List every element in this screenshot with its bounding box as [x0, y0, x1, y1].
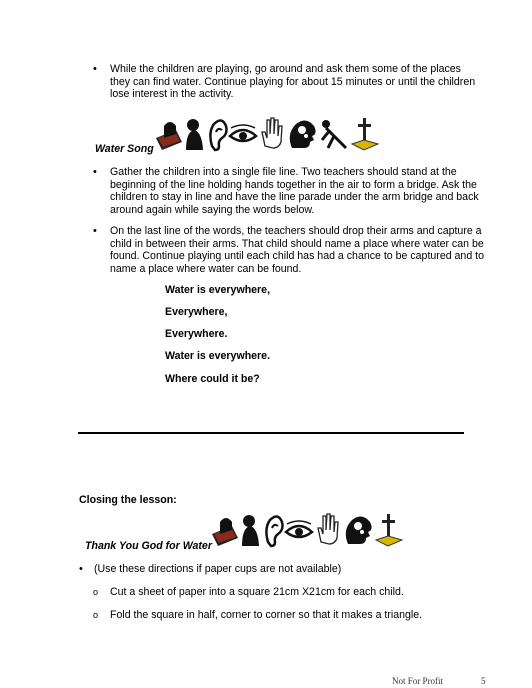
poem-line: Everywhere.: [165, 328, 228, 340]
icon-strip-water-song: [154, 116, 384, 152]
ear-icon: [206, 116, 228, 152]
paragraph-gather: Gather the children into a single file line. Two teachers should stand at the beginning of the line holding hands together in the air to form a bridge. Ask the children to stay in line and have the line parade under the arm bridge and back around again while saying the words below.: [110, 166, 479, 216]
paragraph-fold: Fold the square in half, corner to corner so that it makes a triangle.: [110, 609, 423, 621]
poem-line: Where could it be?: [165, 373, 260, 385]
paragraph-playing: While the children are playing, go around and ask them some of the places they can find water. Continue playing for about 15 minutes or until the children lose interest in the activity.: [110, 63, 476, 101]
paragraph-directions: (Use these directions if paper cups are not available): [94, 563, 342, 575]
bullet-dot: •: [93, 166, 97, 178]
poem-line: Water is everywhere,: [165, 284, 271, 296]
thank-you-heading: Thank You God for Water: [85, 540, 212, 552]
praying-child-icon: [182, 116, 206, 152]
bullet-dot: •: [93, 225, 97, 237]
bullet-dot: •: [79, 563, 83, 575]
icon-strip-closing: [210, 512, 410, 548]
paragraph-cut: Cut a sheet of paper into a square 21cm X21cm for each child.: [110, 586, 404, 598]
closing-heading: Closing the lesson:: [79, 494, 177, 506]
bible-icon: [210, 512, 240, 548]
paragraph-capture: On the last line of the words, the teachers should drop their arms and capture a child in between their arms. That child should name a place where water can be found. Continue playing until each child has had a chance to be captured and to name a place where water can be found.: [110, 225, 484, 275]
bullet-dot: •: [93, 63, 97, 75]
poem-line: Everywhere,: [165, 306, 228, 318]
page-number: 5: [481, 676, 486, 686]
sub-bullet-circle: o: [93, 587, 99, 597]
eye-icon: [228, 116, 258, 152]
section-divider: [78, 432, 464, 434]
hand-icon: [258, 116, 284, 152]
stretching-person-icon: [318, 116, 350, 152]
poem-line: Water is everywhere.: [165, 350, 271, 362]
bible-icon: [154, 116, 184, 152]
cross-book-icon: [350, 116, 380, 152]
ear-icon: [262, 512, 284, 548]
hand-icon: [314, 512, 340, 548]
water-song-heading: Water Song: [95, 143, 154, 155]
eye-icon: [284, 512, 314, 548]
head-profile-icon: [286, 116, 318, 152]
footer-label: Not For Profit: [392, 676, 444, 686]
praying-child-icon: [238, 512, 262, 548]
sub-bullet-circle: o: [93, 610, 99, 620]
cross-book-icon: [374, 512, 404, 548]
head-profile-icon: [342, 512, 374, 548]
